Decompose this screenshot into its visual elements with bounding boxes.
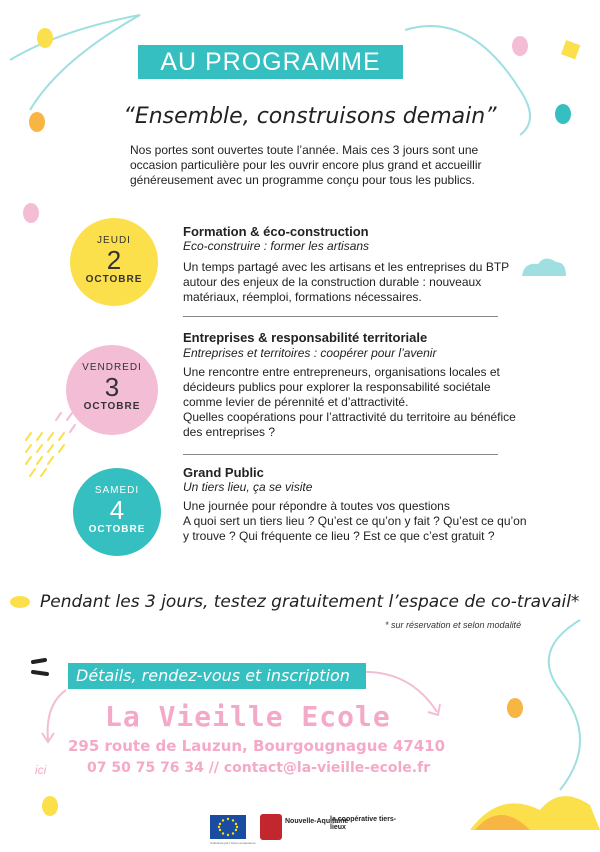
coworking-offer: Pendant les 3 jours, testez gratuitement l’espace de co-travail*	[40, 592, 580, 612]
day-month: OCTOBRE	[88, 524, 146, 535]
pink-arrow-right-head	[428, 704, 440, 715]
eu-flag-icon	[210, 815, 246, 839]
day-number: 3	[104, 372, 120, 402]
separator-2	[183, 454, 498, 455]
contact-info: 07 50 75 76 34 // contact@la-vieille-ecole.fr	[87, 760, 431, 776]
teal-balloon-right	[555, 104, 571, 124]
day-badge-friday	[66, 345, 158, 435]
teal-cloud	[522, 258, 566, 276]
day-name: SAMEDI	[94, 485, 140, 496]
yellow-leaf	[10, 596, 30, 608]
event-title-1: Formation & éco-construction	[183, 224, 369, 239]
event-body-3b: A quoi sert un tiers lieu ? Qu’est ce qu’on y fait ? Qu’est ce qu’on y trouve ? Qui fréquente ce lieu ? Est ce que c’est gratuit ?	[183, 514, 527, 543]
pink-balloon-left	[23, 203, 39, 223]
event-title-2: Entreprises & responsabilité territoriale	[183, 330, 428, 345]
teal-curve-top-left	[10, 15, 140, 110]
day-name: VENDREDI	[82, 362, 142, 373]
pink-dashes	[56, 413, 75, 432]
cooperative-logo: la coopérative tiers-lieux	[330, 816, 397, 831]
partner-logos	[210, 812, 410, 844]
separator-1	[183, 316, 498, 317]
day-month: OCTOBRE	[83, 401, 141, 412]
day-number: 4	[109, 495, 125, 525]
details-banner: Détails, rendez-vous et inscription	[68, 663, 366, 689]
pink-balloon-top-right	[512, 36, 528, 56]
yellow-dashes	[26, 433, 64, 476]
event-subtitle-3: Un tiers lieu, ça se visite	[183, 480, 313, 494]
intro-paragraph: Nos portes sont ouvertes toute l’année. Mais ces 3 jours sont une occasion particulière pour les ouvrir encore plus grand et accueillir généreusement avec un programme conçu pour tous les publics.	[130, 143, 482, 187]
venue-name: La Vieille Ecole	[105, 700, 391, 733]
orange-balloon-bottom-right	[507, 698, 523, 718]
event-body-2b: Quelles coopérations pour l’attractivité du territoire au bénéfice des entreprises ?	[183, 410, 516, 439]
teal-curve-bottom-right	[549, 620, 580, 790]
event-body-1: Un temps partagé avec les artisans et les entreprises du BTP autour des enjeux de la construction durable : nouveaux matériaux, réemploi, formations nécessaires.	[183, 260, 509, 304]
eu-stars-icon	[210, 815, 246, 839]
event-subtitle-2: Entreprises et territoires : coopérer pour l’avenir	[183, 346, 437, 360]
day-number: 2	[106, 245, 122, 275]
day-month: OCTOBRE	[85, 274, 143, 285]
event-body-2: Une rencontre entre entrepreneurs, organisations locales et décideurs publics pour explorer la responsabilité sociétale comme levier de pérennité et d’attractivité.	[183, 365, 500, 409]
here-label: ici	[35, 763, 47, 777]
program-banner: AU PROGRAMME	[138, 45, 403, 79]
pink-arrow-left	[48, 690, 66, 740]
event-body-3: Une journée pour répondre à toutes vos questions	[183, 499, 450, 513]
orange-balloon-left	[29, 112, 45, 132]
yellow-balloon-bottom-left	[42, 796, 58, 816]
region-emblem-icon	[260, 814, 282, 840]
black-marks	[33, 660, 47, 674]
eu-caption: Cofinancé par l’Union européenne	[210, 841, 256, 845]
tagline-quote: “Ensemble, construisons demain”	[123, 104, 497, 129]
event-title-3: Grand Public	[183, 465, 264, 480]
region-name: Nouvelle-Aquitaine	[285, 818, 349, 825]
yellow-balloon-top-left	[37, 28, 53, 48]
yellow-square-top-right	[561, 40, 580, 59]
day-badge-thursday	[70, 218, 158, 306]
day-badge-saturday	[73, 468, 161, 556]
day-name: JEUDI	[97, 235, 131, 246]
event-subtitle-1: Eco-construire : former les artisans	[183, 239, 370, 253]
coworking-footnote: * sur réservation et selon modalité	[385, 620, 522, 630]
venue-address: 295 route de Lauzun, Bourgougnague 47410	[68, 737, 446, 755]
